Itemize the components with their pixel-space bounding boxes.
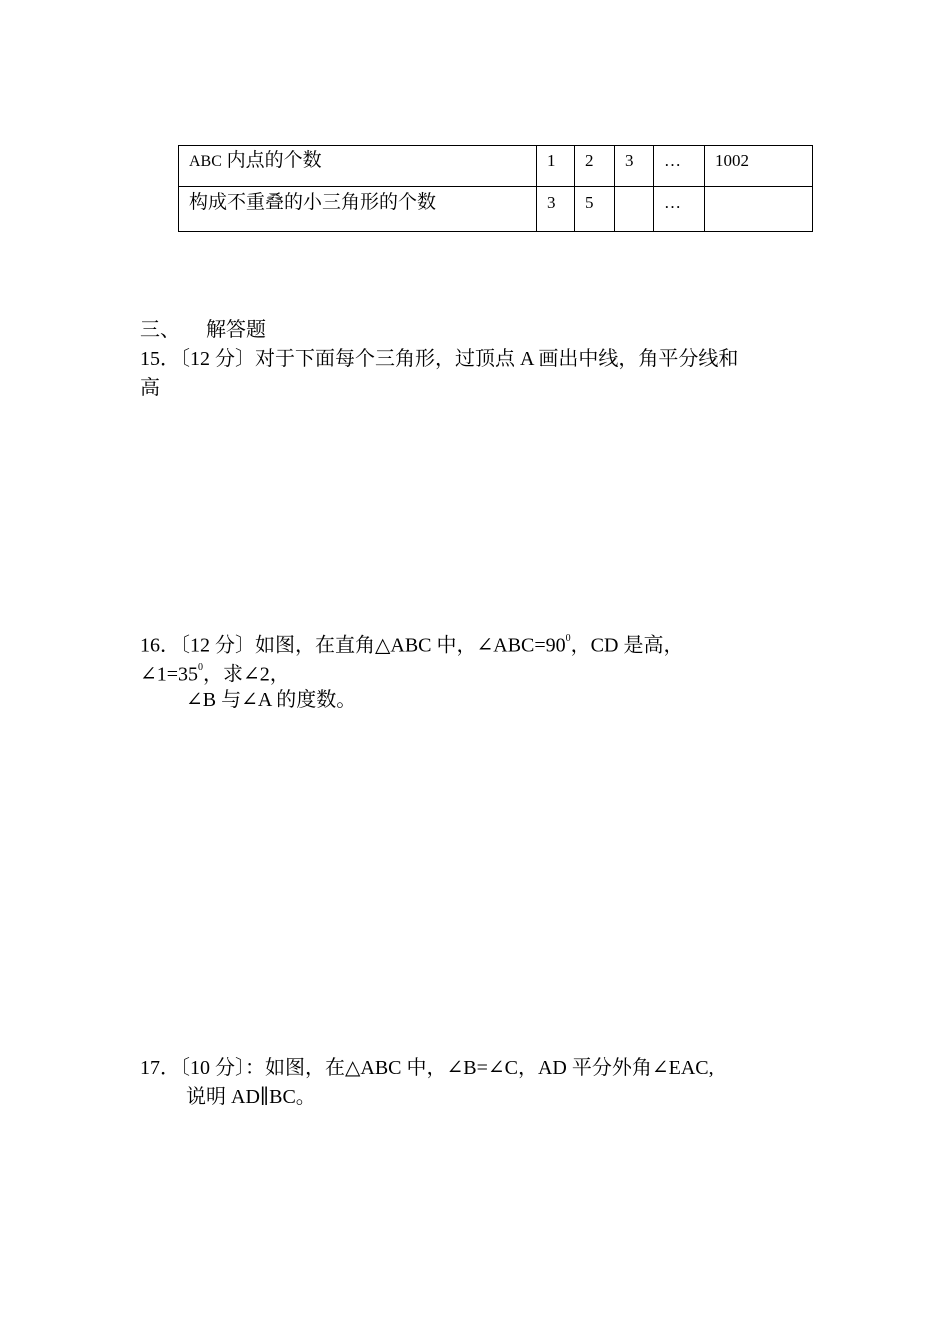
question-16-text: ，CD 是高， xyxy=(570,634,684,657)
question-15-line-2: 高 xyxy=(140,377,160,399)
question-16-text: ，求∠2， xyxy=(203,663,290,686)
section-heading xyxy=(140,316,266,344)
question-16-text: ∠1=35 xyxy=(140,663,199,686)
points-triangles-table xyxy=(178,145,813,232)
question-17-line-1: 17．〔10 分〕：如图，在△ABC 中，∠B=∠C，AD 平分外角∠EAC, xyxy=(140,1057,714,1079)
table-cell: 3 xyxy=(615,146,654,187)
section-title: 解答题 xyxy=(206,319,266,341)
section-number: 三、 xyxy=(140,319,180,341)
table-row xyxy=(179,146,813,187)
table-row xyxy=(179,187,813,232)
table-cell: 1002 xyxy=(705,146,813,187)
table-cell: 1 xyxy=(537,146,575,187)
table-cell xyxy=(705,187,813,232)
row-label-text: 内点的个数 xyxy=(226,150,322,171)
table-cell: 5 xyxy=(575,187,615,232)
row-label-prefix: ABC xyxy=(189,153,222,170)
question-15-line-1: 15．〔12 分〕对于下面每个三角形，过顶点 A 画出中线，角平分线和 xyxy=(140,348,739,370)
row-label xyxy=(179,187,537,232)
question-17-line-2: 说明 AD∥BC。 xyxy=(186,1086,316,1108)
question-16-text: 16．〔12 分〕如图，在直角△ABC 中，∠ABC=90 xyxy=(140,634,566,657)
table-cell: 3 xyxy=(537,187,575,232)
degree-superscript: 0 xyxy=(198,662,204,673)
row-label-text: 构成不重叠的小三角形的个数 xyxy=(189,192,437,213)
question-16-line-1 xyxy=(140,628,683,660)
question-16-line-2 xyxy=(140,657,290,689)
table-cell: … xyxy=(654,146,705,187)
table-cell: … xyxy=(654,187,705,232)
table-cell: 2 xyxy=(575,146,615,187)
table-cell xyxy=(615,187,654,232)
row-label xyxy=(179,146,537,187)
degree-superscript: 0 xyxy=(565,633,571,644)
question-16-line-3: ∠B 与∠A 的度数。 xyxy=(186,689,357,711)
